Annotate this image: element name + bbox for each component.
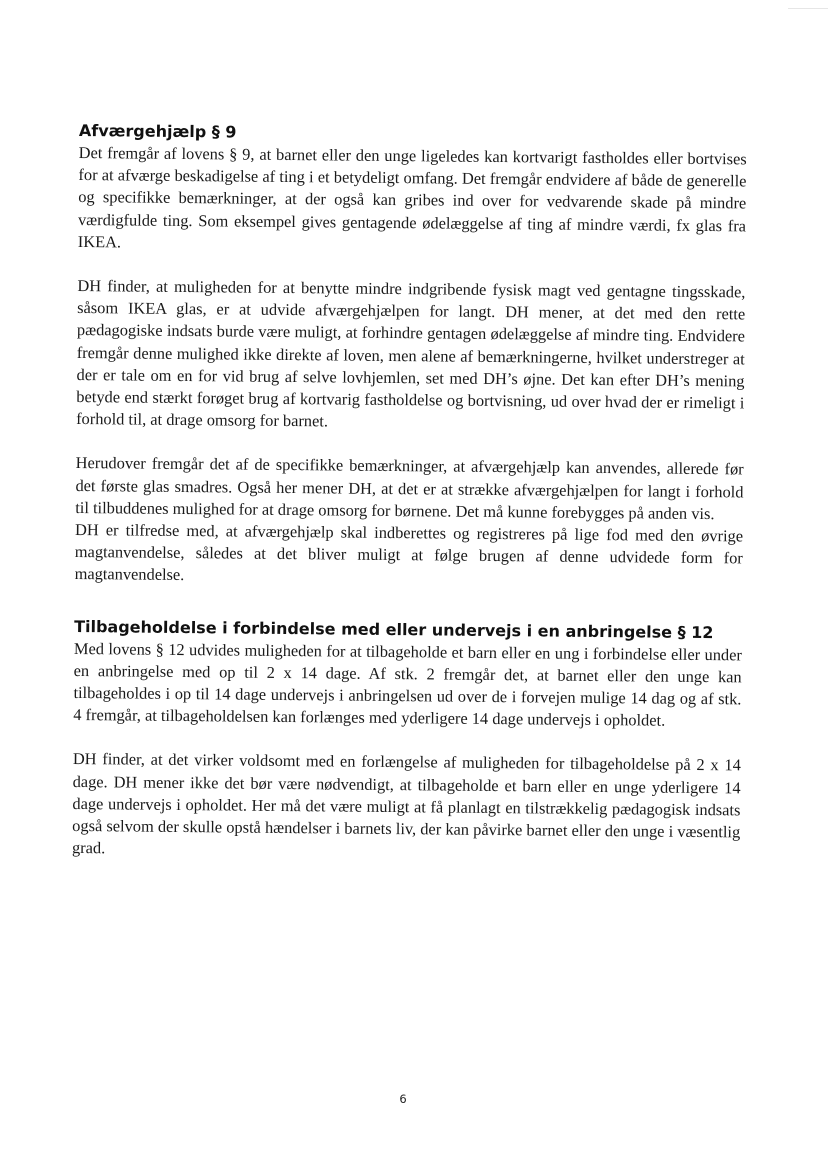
page-number: 6 <box>399 1092 407 1106</box>
scan-edge-line <box>788 8 828 9</box>
paragraph: Med lovens § 12 udvides muligheden for at tilbageholde et barn eller en ung i forbindelse eller under en anbringelse med op til 2 x 14 dage. Af stk. 2 fremgår det, at barnet eller den unge kan tilbageholdes i op til 14 dage undervejs i anbringelsen ud over de i forvejen mulige 14 dag og af stk. 4 fremgår, at tilbageholdelsen kan forlænges med yderligere 14 dage undervejs i opholdet. <box>73 638 742 730</box>
section-tilbageholdelse <box>72 616 742 866</box>
paragraph: Herudover fremgår det af de specifikke bemærkninger, at afværgehjælp kan anvendes, allerede før det første glas smadres. Også her mener DH, at det er at strække afværgehjælpen for langt i forhold til tilbuddenes mulighed for at drage omsorg for børnene. Det må kunne forebygges på anden vis. <box>75 453 744 523</box>
paragraph: DH er tilfredse med, at afværgehjælp skal indberettes og registreres på lige fod med den øvrige magtanvendelse, således at det bliver muligt at følge brugen af denne udvidede form for magtanvendelse. <box>74 520 744 585</box>
section-heading: Tilbageholdelse i forbindelse med eller undervejs i en anbringelse § 12 <box>74 616 714 642</box>
paragraph: DH finder, at det virker voldsomt med en forlængelse af muligheden for tilbageholdelse på 2 x 14 dage. DH mener ikke det bør være nødvendigt, at tilbageholde et barn eller en unge yderligere 14 dage undervejs i opholdet. Her må det være muligt at få planlagt en tilstrækkelig pædagogisk indsats også selvom der skulle opstå hændelser i barnets liv, der kan påvirke barnet eller den unge i væsentlig grad. <box>71 749 741 858</box>
page-content <box>72 120 747 866</box>
paragraph: DH finder, at muligheden for at benytte mindre indgribende fysisk magt ved gentagne tingsskade, såsom IKEA glas, er at udvide afværgehjælpen for langt. DH mener, at det med den rette pædagogiske indsats burde være muligt, at forhindre gentagen ødelæggelse af mindre ting. Endvidere fremgår denne mulighed ikke direkte af loven, men alene af bemærkningerne, hvilket understreger at der er tale om en for vid brug af selve lovhjemlen, set med DH’s øjne. Det kan efter DH’s mening betyde end stærkt forøget brug af kortvarig fastholdelse og bortvisning, ud over hvad der er rimeligt i forhold til, at drage omsorg for barnet. <box>76 276 746 431</box>
section-heading: Afværgehjælp § 9 <box>78 120 237 142</box>
section-afvaergehjaelp <box>75 120 747 592</box>
paragraph: Det fremgår af lovens § 9, at barnet eller den unge ligeledes kan kortvarigt fastholdes eller bortvises for at afværge beskadigelse af ting i et betydeligt omfang. Det fremgår endvidere af både de generelle og specifikke bemærkninger, at der også kan gribes ind over for vedvarende skade på mindre værdigfulde ting. Som eksempel gives gentagende ødelæggelse af ting af mindre værdi, fx glas fra IKEA. <box>77 142 747 252</box>
